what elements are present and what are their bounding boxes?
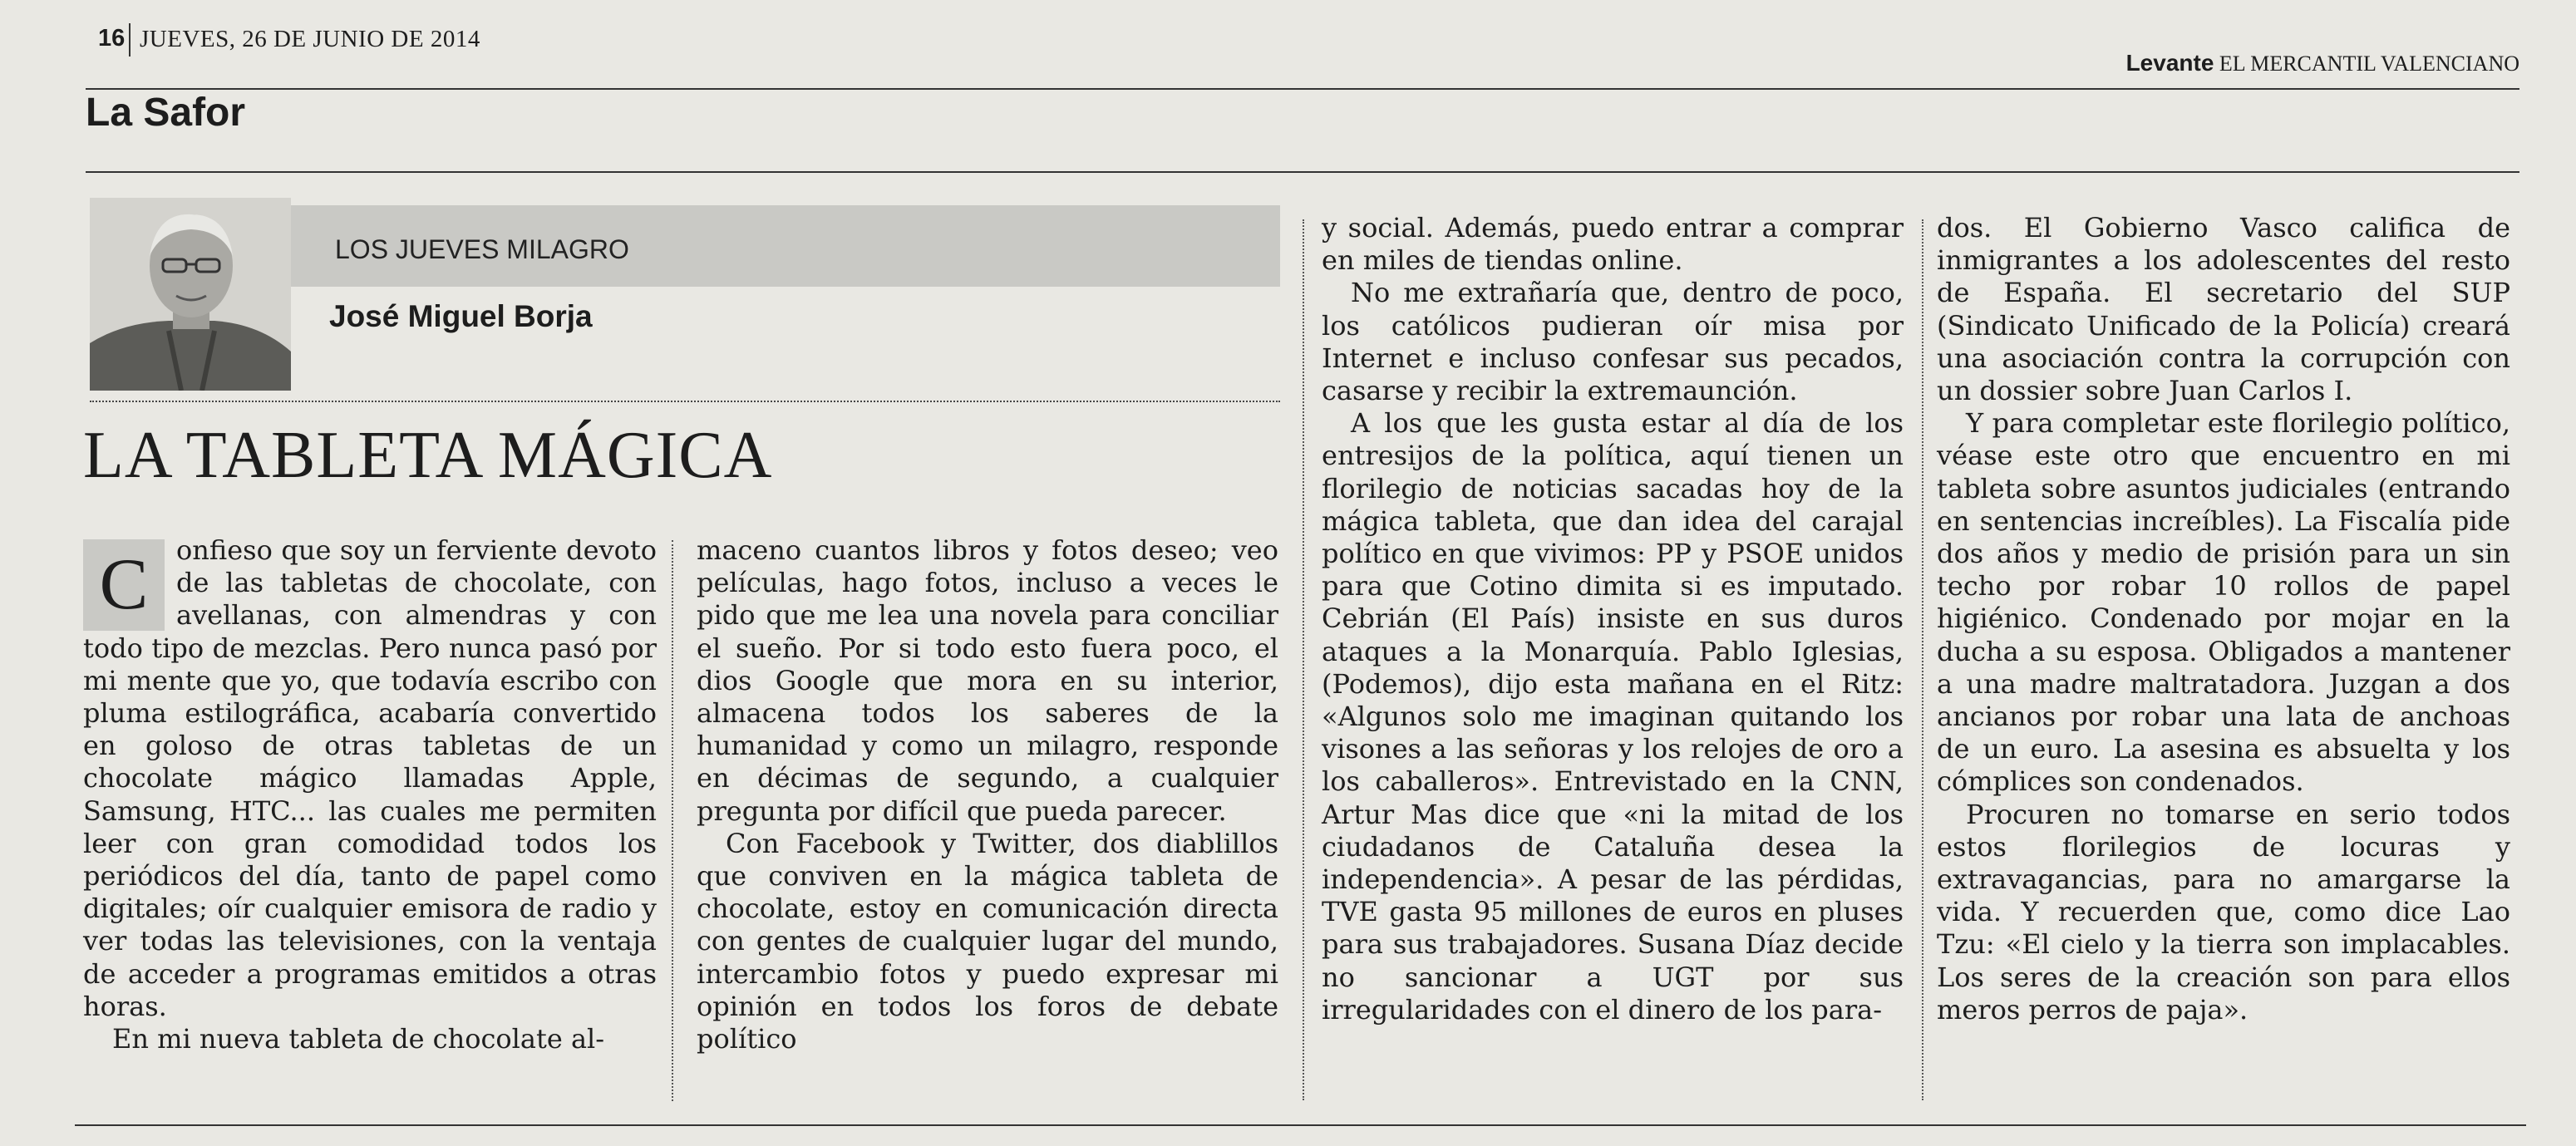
paragraph: Procuren no tomarse en serio todos estos florilegios de locuras y extravagancias, para no amargarse la vida. Y recuerden que, como dice Lao Tzu: «El cielo y la tierra son implacables. Los seres de la creación son para ellos meros perros de paja». — [1937, 798, 2510, 1025]
drop-cap: C — [83, 539, 165, 631]
paragraph: Y para completar este florilegio político, véase este otro que encuentro en mi tableta sobre asuntos judiciales (entrando en sentencias increíbles). La Fiscalía pide dos años y medio de prisión para un sin techo por robar 10 rollos de papel higiénico. Condenado por mojar en la ducha a su esposa. Obligados a mantener a una madre maltratadora. Juzgan a dos ancianos por robar una lata de anchoas de un euro. La asesina es absuelta y los cómplices son condenados. — [1937, 407, 2510, 798]
paragraph: onfieso que soy un ferviente devoto de las tabletas de chocolate, con avellanas, con almendras y con todo tipo de mezclas. Pero nunca pasó por mi mente que yo, que todavía escribo con pluma estilográfica, acabaría convertido en goloso de otras tabletas de un chocolate mágico llamadas Apple, Samsung, HTC... las cuales me permiten leer con gran comodidad todos los periódicos del día, tanto de papel como digitales; oír cualquier emisora de radio y ver todas las televisiones, con la ventaja de acceder a programas emitidos a otras horas. — [83, 534, 657, 1022]
bottom-rule — [75, 1124, 2526, 1126]
author-portrait-icon — [90, 198, 291, 391]
paragraph: No me extrañaría que, dentro de poco, los católicos pudieran oír misa por Internet e incluso confesar sus pecados, casarse y recibir la extremaunción. — [1322, 277, 1904, 407]
text-column-2 — [697, 534, 1278, 1055]
brand-name: Levante — [2125, 50, 2214, 76]
column-divider — [1922, 219, 1923, 1100]
newspaper-brand — [2126, 50, 2519, 76]
paragraph: Con Facebook y Twitter, dos diablillos que conviven en la mágica tableta de chocolate, estoy en comunicación directa con gentes de cualquier lugar del mundo, intercambio fotos y puedo expresar mi opinión en todos los foros de debate político — [697, 827, 1278, 1055]
header-separator — [129, 23, 131, 57]
text-column-1 — [83, 534, 657, 1055]
text-column-4 — [1937, 212, 2510, 1026]
page-number: 16 — [98, 25, 126, 52]
paragraph: y social. Además, puedo entrar a comprar en miles de tiendas online. — [1322, 212, 1904, 277]
paragraph: dos. El Gobierno Vasco califica de inmigrantes a los adolescentes del resto de España. El secretario del SUP (Sindicato Unificado de la Policía) creará una asociación contra la corrupción con un dossier sobre Juan Carlos I. — [1937, 212, 2510, 407]
section-rule — [86, 171, 2519, 173]
paragraph: maceno cuantos libros y fotos deseo; veo películas, hago fotos, incluso a veces le pido que me lea una novela para conciliar el sueño. Por si todo esto fuera poco, el dios Google que mora en su interior, almacena todos los saberes de la humanidad y como un milagro, responde en décimas de segundo, a cualquier pregunta por difícil que pueda parecer. — [697, 534, 1278, 827]
column-divider — [1303, 219, 1304, 1100]
section-title: La Safor — [86, 91, 246, 135]
paragraph: A los que les gusta estar al día de los entresijos de la política, aquí tienen un florilegio de noticias sacadas hoy de la mágica tableta, que dan idea del carajal político en que vivimos: PP y PSOE unidos para que Cotino dimita si es imputado. Cebrián (El País) insiste en sus duros ataques a la Monarquía. Pablo Iglesias, (Podemos), dijo esta mañana en el Ritz: «Algunos solo me imaginan quitando los visones a las señoras y los relojes de oro a los caballeros». Entrevistado en la CNN, Artur Mas dice que «ni la mitad de los ciudadanos de Cataluña desea la independencia». A pesar de las pérdidas, TVE gasta 95 millones de euros en pluses para sus trabajadores. Susana Díaz decide no sancionar a UGT por sus irregularidades con el dinero de los para- — [1322, 407, 1904, 1025]
issue-date: JUEVES, 26 DE JUNIO DE 2014 — [140, 26, 480, 52]
paragraph: En mi nueva tableta de chocolate al- — [112, 1023, 605, 1055]
text-column-3 — [1322, 212, 1904, 1026]
column-divider — [672, 540, 673, 1101]
dotted-rule — [90, 401, 1280, 402]
author-name: José Miguel Borja — [329, 299, 593, 333]
header-rule — [86, 88, 2519, 90]
article-title: LA TABLETA MÁGICA — [83, 419, 773, 492]
brand-subtitle: EL MERCANTIL VALENCIANO — [2219, 52, 2519, 76]
column-name: LOS JUEVES MILAGRO — [335, 234, 629, 264]
